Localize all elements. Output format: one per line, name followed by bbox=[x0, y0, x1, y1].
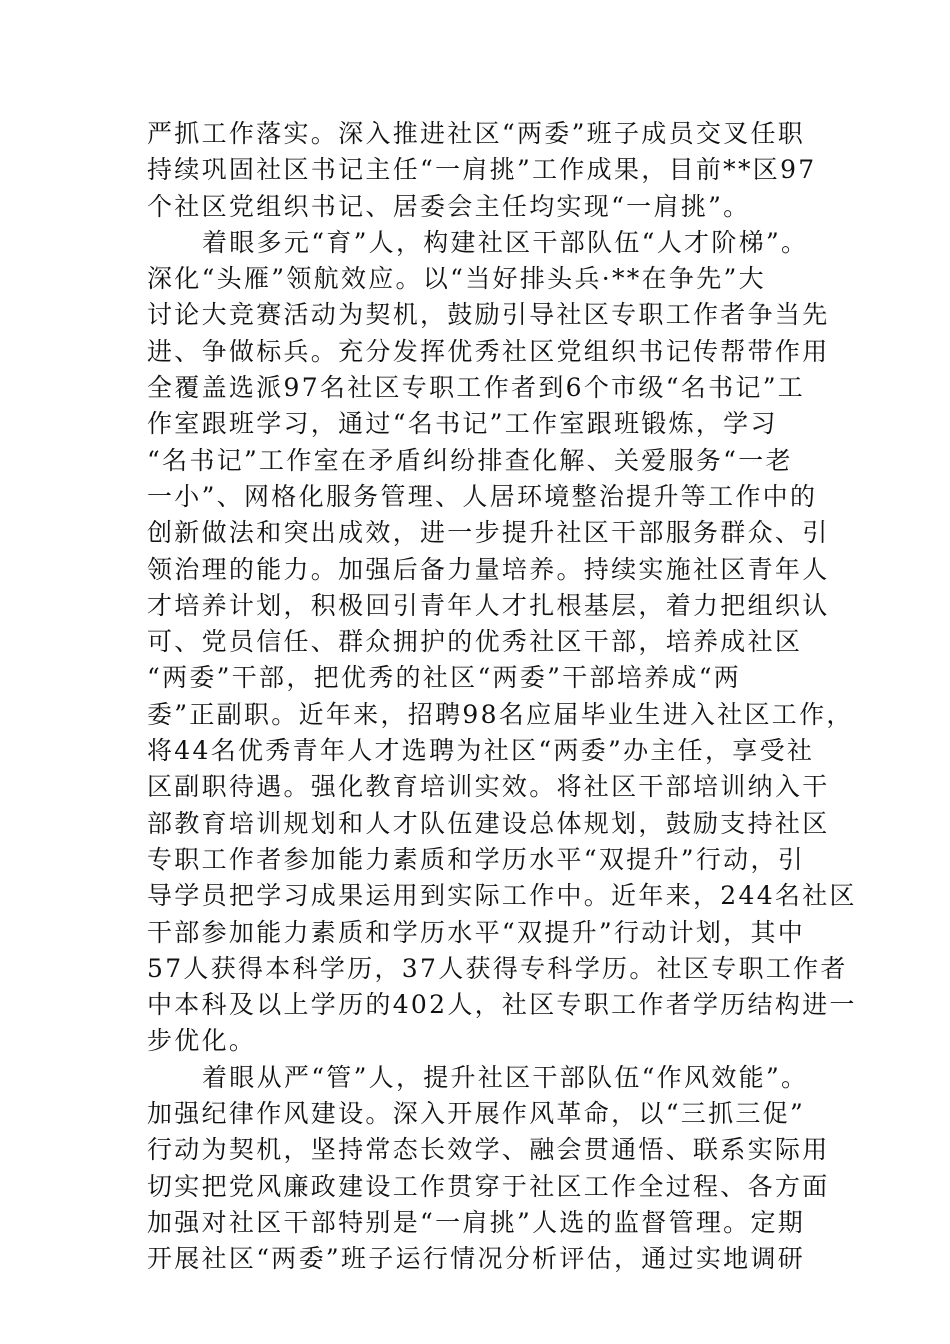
text-line: 创新做法和突出成效，进一步提升社区干部服务群众、引 bbox=[147, 518, 830, 548]
text-line: 步优化。 bbox=[147, 1026, 257, 1056]
text-line: “两委”干部，把优秀的社区“两委”干部培养成“两 bbox=[147, 663, 742, 693]
text-line: 全覆盖选派97名社区专职工作者到6个市级“名书记”工 bbox=[147, 373, 806, 403]
paragraph-first-line: 着眼从严“管”人，提升社区干部队伍“作风效能”。 bbox=[202, 1062, 809, 1092]
text-line: 讨论大竞赛活动为契机，鼓励引导社区专职工作者争当先 bbox=[147, 300, 830, 330]
text-line: 导学员把学习成果运用到实际工作中。近年来，244名社区 bbox=[147, 881, 857, 911]
text-line: 将44名优秀青年人才选聘为社区“两委”办主任，享受社 bbox=[147, 736, 815, 766]
text-line: 个社区党组织书记、居委会主任均实现“一肩挑”。 bbox=[147, 191, 751, 221]
document-body bbox=[147, 116, 857, 1278]
text-line: 专职工作者参加能力素质和学历水平“双提升”行动，引 bbox=[147, 844, 806, 874]
text-line: 加强纪律作风建设。深入开展作风革命，以“三抓三促” bbox=[147, 1099, 806, 1129]
text-line: 57人获得本科学历，37人获得专科学历。社区专职工作者 bbox=[147, 953, 848, 983]
text-line: 一小”、网格化服务管理、人居环境整治提升等工作中的 bbox=[147, 481, 818, 511]
text-line: 委”正副职。近年来，招聘98名应届毕业生进入社区工作， bbox=[147, 699, 854, 729]
text-line: 严抓工作落实。深入推进社区“两委”班子成员交叉任职 bbox=[147, 119, 806, 148]
text-line: “名书记”工作室在矛盾纠纷排查化解、关爱服务“一老 bbox=[147, 445, 793, 475]
text-line: 才培养计划，积极回引青年人才扎根基层，着力把组织认 bbox=[147, 590, 830, 620]
text-line: 领治理的能力。加强后备力量培养。持续实施社区青年人 bbox=[147, 554, 830, 584]
text-line: 中本科及以上学历的402人，社区专职工作者学历结构进一 bbox=[147, 990, 857, 1020]
text-line: 进、争做标兵。充分发挥优秀社区党组织书记传帮带作用 bbox=[147, 336, 830, 366]
text-line: 作室跟班学习，通过“名书记”工作室跟班锻炼，学习 bbox=[147, 409, 778, 439]
text-line: 部教育培训规划和人才队伍建设总体规划，鼓励支持社区 bbox=[147, 808, 830, 838]
text-line: 可、党员信任、群众拥护的优秀社区干部，培养成社区 bbox=[147, 627, 803, 657]
text-line: 干部参加能力素质和学历水平“双提升”行动计划，其中 bbox=[147, 917, 806, 947]
text-line: 区副职待遇。强化教育培训实效。将社区干部培训纳入干 bbox=[147, 772, 830, 802]
text-line: 切实把党风廉政建设工作贯穿于社区工作全过程、各方面 bbox=[147, 1171, 830, 1201]
text-line: 深化“头雁”领航效应。以“当好排头兵·**在争先”大 bbox=[147, 264, 766, 294]
text-line: 加强对社区干部特别是“一肩挑”人选的监督管理。定期 bbox=[147, 1207, 806, 1237]
text-line: 开展社区“两委”班子运行情况分析评估，通过实地调研 bbox=[147, 1244, 806, 1274]
text-line: 持续巩固社区书记主任“一肩挑”工作成果，目前**区97 bbox=[147, 155, 817, 185]
paragraph-first-line: 着眼多元“育”人，构建社区干部队伍“人才阶梯”。 bbox=[202, 227, 809, 257]
text-line: 行动为契机，坚持常态长效学、融会贯通悟、联系实际用 bbox=[147, 1135, 830, 1165]
